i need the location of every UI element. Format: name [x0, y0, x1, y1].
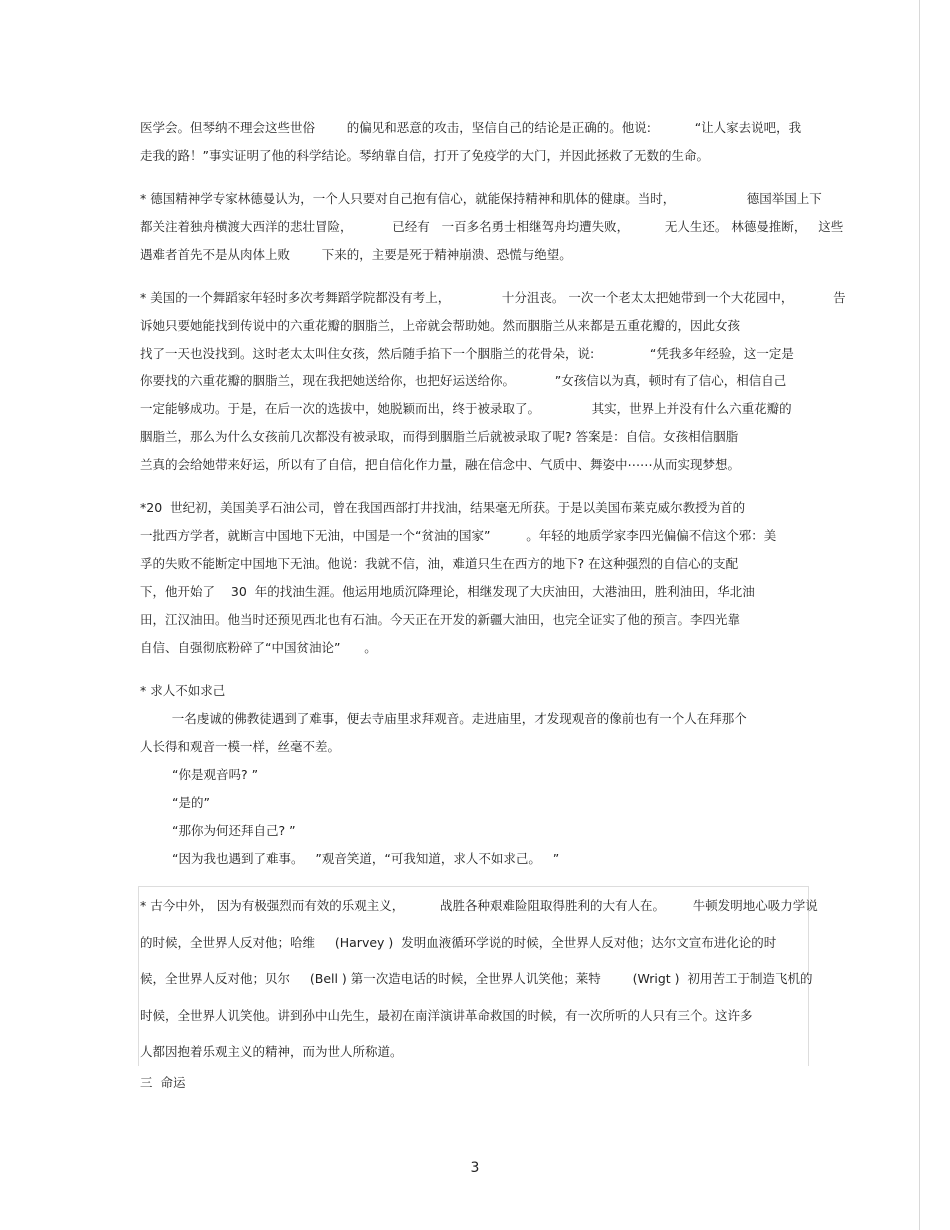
text-line: 兰真的会给她带来好运，所以有了自信，把自信化作力量，融在信念中、气质中、舞姿中⋯⋯从而实现梦想。 — [140, 457, 741, 472]
text-line: 都关注着独舟横渡大西洋的悲壮冒险， 已经有 一百多名勇士相继驾舟均遭失败， 无人生还。 林德曼推断， 这些 — [140, 219, 844, 234]
text-line: 田，江汉油田。他当时还预见西北也有石油。今天正在开发的新疆大油田，也完全证实了他的预言。李四光靠 — [140, 612, 741, 627]
text-line: 一批西方学者，就断言中国地下无油，中国是一个“贫油的国家” 。年轻的地质学家李四光偏偏不信这个邪：美 — [140, 528, 777, 543]
text-line: 下，他开始了 30 年的找油生涯。他运用地质沉降理论，相继发现了大庆油田，大港油田，胜利油田，华北油 — [140, 584, 755, 599]
dialogue-line: “是的” — [172, 795, 210, 810]
text-line: *20 世纪初，美国美孚石油公司，曾在我国西部打井找油，结果毫无所获。于是以美国布莱克威尔教授为首的 — [140, 500, 746, 515]
page-number: 3 — [470, 1160, 480, 1176]
text-line: * 德国精神学专家林德曼认为，一个人只要对自己抱有信心，就能保持精神和肌体的健康。当时， 德国举国上下 — [140, 191, 822, 206]
story-title: * 求人不如求己 — [140, 683, 226, 698]
text-line: 医学会。但琴纳不理会这些世俗 的偏见和恶意的攻击，坚信自己的结论是正确的。他说: “让人家去说吧，我 — [140, 120, 802, 135]
text-line: 胭脂兰，那么为什么女孩前几次都没有被录取，而得到胭脂兰后就被录取了呢? 答案是：自信。女孩相信胭脂 — [140, 429, 739, 444]
text-line: 走我的路！”事实证明了他的科学结论。琴纳靠自信，打开了免疫学的大门，并因此拯救了无数的生命。 — [140, 148, 709, 163]
text-line: 孚的失败不能断定中国地下无油。他说：我就不信，油，难道只生在西方的地下? 在这种强烈的自信心的支配 — [140, 556, 739, 571]
dialogue-line: “那你为何还拜自己? ” — [172, 823, 296, 838]
text-line: 一定能够成功。于是，在后一次的选拔中，她脱颖而出，终于被录取了。 其实，世界上并没有什么六重花瓣的 — [140, 401, 792, 416]
text-line: 时候，全世界人讥笑他。讲到孙中山先生，最初在南洋演讲革命救国的时候，有一次所听的人只有三个。这许多 — [140, 1008, 753, 1023]
text-line: 你要找的六重花瓣的胭脂兰，现在我把她送给你，也把好运送给你。 ”女孩信以为真，顿时有了信心，相信自己 — [140, 373, 787, 388]
text-line: 遇难者首先不是从肉体上败 下来的，主要是死于精神崩溃、恐慌与绝望。 — [140, 247, 572, 262]
text-line: 人都因抱着乐观主义的精神，而为世人所称道。 — [140, 1044, 403, 1059]
page-edge-divider — [919, 0, 920, 1230]
text-line: 一名虔诚的佛教徒遇到了难事，便去寺庙里求拜观音。走进庙里，才发现观音的像前也有一个人在拜那个 — [140, 711, 747, 726]
text-line: 自信、自强彻底粉碎了“中国贫油论” 。 — [140, 640, 377, 655]
dialogue-line: “你是观音吗? ” — [172, 767, 259, 782]
text-line: * 古今中外， 因为有极强烈而有效的乐观主义， 战胜各种艰难险阻取得胜利的大有人在。 牛顿发明地心吸力学说 — [140, 898, 818, 913]
dialogue-line: “因为我也遇到了难事。 ”观音笑道，“可我知道，求人不如求己。 ” — [172, 851, 560, 866]
text-line: 诉她只要她能找到传说中的六重花瓣的胭脂兰，上帝就会帮助她。然而胭脂兰从来都是五重花瓣的，因此女孩 — [140, 318, 741, 333]
text-line: 找了一天也没找到。这时老太太叫住女孩，然后随手掐下一个胭脂兰的花骨朵，说: “凭我多年经验，这一定是 — [140, 346, 794, 361]
text-line: 人长得和观音一模一样，丝毫不差。 — [140, 739, 341, 754]
text-line: 候，全世界人反对他；贝尔 (Bell ) 第一次造电话的时候，全世界人讥笑他；莱特 (Wrigt ) 初用苦工于制造飞机的 — [140, 971, 813, 986]
text-line: * 美国的一个舞蹈家年轻时多次考舞蹈学院都没有考上， 十分沮丧。 一次一个老太太把她带到一个大花园中， 告 — [140, 290, 846, 305]
section-heading: 三 命运 — [140, 1075, 186, 1090]
text-line: 的时候，全世界人反对他；哈维 (Harvey ) 发明血液循环学说的时候，全世界人反对他；达尔文宣布进化论的时 — [140, 935, 777, 950]
